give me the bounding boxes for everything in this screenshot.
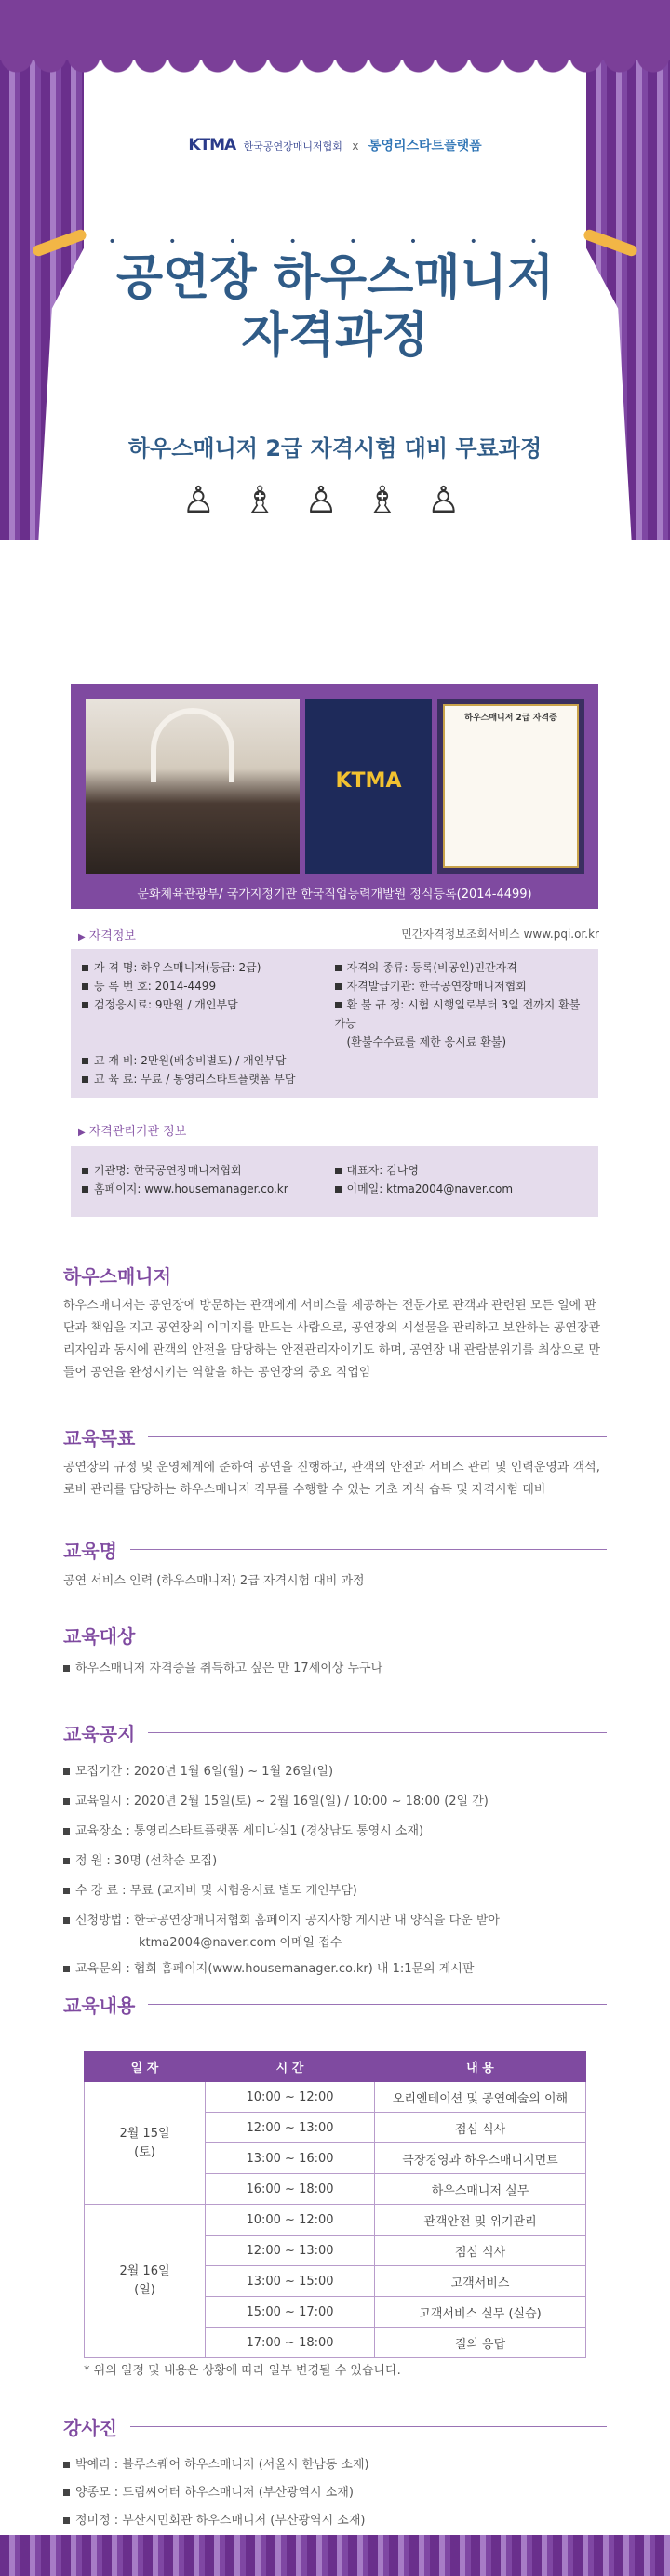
row-time: 17:00 ~ 18:00 bbox=[206, 2328, 375, 2358]
header-content: 내 용 bbox=[375, 2052, 586, 2082]
ktma-logo: KTMA bbox=[188, 136, 236, 154]
instructor-item: 정미정 : 부산시민회관 하우스매니저 (부산광역시 소재) bbox=[75, 2514, 366, 2528]
course-name-heading bbox=[63, 1536, 607, 1562]
row-content: 극장경영과 하우스매니지먼트 bbox=[375, 2143, 586, 2174]
goal-heading-text: 교육목표 bbox=[63, 1426, 136, 1449]
row-content: 질의 응답 bbox=[375, 2328, 586, 2358]
goal-heading bbox=[63, 1423, 607, 1449]
row-time: 13:00 ~ 16:00 bbox=[206, 2143, 375, 2174]
notice-apply-email[interactable]: ktma2004@naver.com 이메일 접수 bbox=[139, 1936, 342, 1950]
photo-box bbox=[71, 684, 598, 909]
header-date: 일 자 bbox=[85, 2052, 206, 2082]
qual-exam-fee: 검정응시료: 9만원 / 개인부담 bbox=[94, 998, 238, 1011]
notice-inquiry: 교육문의 : 협회 홈페이지(www.housemanager.co.kr) 내 1:1문의 게시판 bbox=[75, 1962, 475, 1976]
qualification-tag-label: 자격정보 bbox=[88, 929, 136, 943]
header-time: 시 간 bbox=[206, 2052, 375, 2082]
association-name: 한국공연장매니저협회 bbox=[243, 140, 342, 153]
notice-heading bbox=[63, 1719, 607, 1745]
hero-banner bbox=[0, 0, 670, 549]
notice-list bbox=[63, 1757, 607, 1984]
qual-reg-no: 등 록 번 호: 2014-4499 bbox=[94, 980, 217, 993]
notice-fee: 수 강 료 : 무료 (교재비 및 시험응시료 별도 개인부담) bbox=[75, 1884, 357, 1898]
agency-email-link[interactable]: 이메일: ktma2004@naver.com bbox=[346, 1182, 514, 1195]
notice-recruit-period: 모집기간 : 2020년 1월 6일(월) ~ 1월 26일(일) bbox=[75, 1765, 334, 1779]
day2-cell bbox=[85, 2205, 206, 2358]
day1-date: 2월 15일 bbox=[119, 2126, 170, 2141]
notice-heading-text: 교육공지 bbox=[63, 1722, 136, 1745]
target-text: 하우스매니저 자격증을 취득하고 싶은 만 17세이상 누구나 bbox=[75, 1662, 383, 1675]
page-title-line2: 자격과정 bbox=[241, 308, 429, 364]
row-time: 12:00 ~ 13:00 bbox=[206, 2236, 375, 2266]
qual-type: 자격의 종류: 등록(비공인)민간자격 bbox=[346, 961, 517, 974]
qualification-box bbox=[71, 949, 598, 1098]
title-dots: • • • • • • • • bbox=[108, 234, 562, 249]
row-time: 10:00 ~ 12:00 bbox=[206, 2205, 375, 2236]
row-content: 오리엔테이션 및 공연예술의 이해 bbox=[375, 2082, 586, 2113]
qual-refund-note: (환불수수료를 제한 응시료 환불) bbox=[346, 1035, 507, 1048]
notice-schedule: 교육일시 : 2020년 2월 15일(토) ~ 2월 16일(일) / 10:00 ~ 18:00 (2일 간) bbox=[75, 1795, 489, 1809]
row-time: 16:00 ~ 18:00 bbox=[206, 2174, 375, 2205]
schedule-table bbox=[84, 2051, 586, 2358]
page-title bbox=[0, 249, 670, 365]
target-heading-text: 교육대상 bbox=[63, 1624, 136, 1648]
valance-fringe bbox=[0, 56, 670, 73]
table-header-row bbox=[85, 2052, 586, 2082]
pqi-note: 민간자격정보조회서비스 www.pqi.or.kr bbox=[401, 928, 599, 941]
instructors-list bbox=[63, 2451, 607, 2535]
agency-tag bbox=[78, 1121, 186, 1139]
certificate-title: 하우스매니저 2급 자격증 bbox=[464, 714, 557, 723]
day2-weekday: (일) bbox=[134, 2283, 155, 2297]
qual-refund: 환 불 규 정: 시험 시행일로부터 3일 전까지 환불가능 bbox=[334, 998, 581, 1030]
staff-figures-icon: ♙♗♙♗♙ bbox=[181, 479, 489, 522]
logo-row bbox=[0, 136, 670, 154]
collab-x: x bbox=[352, 140, 359, 153]
schedule-heading-text: 교육내용 bbox=[63, 1994, 136, 2017]
schedule-note: * 위의 일정 및 내용은 상황에 따라 일부 변경될 수 있습니다. bbox=[84, 2364, 401, 2378]
row-time: 10:00 ~ 12:00 bbox=[206, 2082, 375, 2113]
curtain-valance bbox=[0, 0, 670, 60]
target-list bbox=[63, 1657, 607, 1681]
row-content: 점심 식사 bbox=[375, 2236, 586, 2266]
instructors-heading bbox=[63, 2413, 607, 2439]
page-title-line1: 공연장 하우스매니저 bbox=[115, 250, 555, 306]
agency-homepage-link[interactable]: 홈페이지: www.housemanager.co.kr bbox=[94, 1182, 288, 1195]
target-heading bbox=[63, 1622, 607, 1648]
agency-name: 기관명: 한국공연장매니저협회 bbox=[94, 1164, 242, 1177]
row-content: 고객서비스 실무 (실습) bbox=[375, 2297, 586, 2328]
lecture-photo bbox=[86, 699, 300, 874]
table-row bbox=[85, 2082, 586, 2113]
row-content: 하우스매니저 실무 bbox=[375, 2174, 586, 2205]
schedule-heading bbox=[63, 1991, 607, 2017]
row-content: 점심 식사 bbox=[375, 2113, 586, 2143]
goal-text: 공연장의 규정 및 운영체계에 준하여 공연을 진행하고, 관객의 안전과 서비스 관리 및 인력운영과 객석, 로비 관리를 담당하는 하우스매니저 직무를 수행할 수 있는 기초 지식 습득 및 자격시험 대비 bbox=[63, 1461, 600, 1497]
ktma-cover-photo bbox=[305, 699, 432, 874]
course-name-heading-text: 교육명 bbox=[63, 1539, 117, 1562]
table-row bbox=[85, 2205, 586, 2236]
instructor-item: 양종모 : 드림씨어터 하우스매니저 (부산광역시 소재) bbox=[75, 2486, 354, 2500]
notice-apply-method: 신청방법 : 한국공연장매니저협회 홈페이지 공지사항 게시판 내 양식을 다운 받아 bbox=[75, 1914, 500, 1928]
qual-tuition: 교 육 료: 무료 / 통영리스타트플랫폼 부담 bbox=[94, 1073, 296, 1086]
instructor-item: 박예리 : 블루스퀘어 하우스매니저 (서울시 한남동 소재) bbox=[75, 2458, 369, 2472]
house-manager-heading bbox=[63, 1261, 607, 1288]
certificate bbox=[443, 704, 579, 868]
row-content: 관객안전 및 위기관리 bbox=[375, 2205, 586, 2236]
qualification-tag bbox=[78, 926, 136, 943]
agency-box bbox=[71, 1146, 598, 1217]
qual-book-fee: 교 재 비: 2만원(배송비별도) / 개인부담 bbox=[94, 1054, 287, 1067]
page-subtitle: 하우스매니저 2급 자격시험 대비 무료과정 bbox=[127, 435, 543, 461]
course-name-text: 공연 서비스 인력 (하우스매니저) 2급 자격시험 대비 과정 bbox=[63, 1574, 365, 1588]
day1-cell bbox=[85, 2082, 206, 2205]
footer-curtain bbox=[0, 2535, 670, 2576]
instructors-heading-text: 강사진 bbox=[63, 2416, 117, 2439]
house-manager-heading-text: 하우스매니저 bbox=[63, 1264, 171, 1288]
agency-tag-label: 자격관리기관 정보 bbox=[88, 1125, 187, 1139]
agency-ceo: 대표자: 김나영 bbox=[346, 1164, 419, 1177]
photo-caption: 문화체육관광부/ 국가지정기관 한국직업능력개발원 정식등록(2014-4499) bbox=[137, 888, 532, 901]
certificate-photo bbox=[437, 699, 584, 874]
notice-capacity: 정 원 : 30명 (선착순 모집) bbox=[75, 1854, 218, 1868]
row-content: 고객서비스 bbox=[375, 2266, 586, 2297]
notice-location: 교육장소 : 통영리스타트플랫폼 세미나실1 (경상남도 통영시 소재) bbox=[75, 1824, 424, 1838]
house-manager-text: 하우스매니저는 공연장에 방문하는 관객에게 서비스를 제공하는 전문가로 관객과 관련된 모든 일에 판단과 책임을 지고 공연장의 이미지를 만드는 사람으로, 공연장의 시설물을 관리하고 보완하는 공연장관리자임과 동시에 관객의 안전을 담당하는 안전관리자이기도 하며, 공연장 내 관람분위기를 최상으로 만들어 공연을 완성시키는 역할을 하는 공연장의 중요 직업임 bbox=[63, 1299, 601, 1380]
day2-date: 2월 16일 bbox=[119, 2264, 170, 2278]
row-time: 12:00 ~ 13:00 bbox=[206, 2113, 375, 2143]
qual-name: 자 격 명: 하우스매니저(등급: 2급) bbox=[94, 961, 261, 974]
row-time: 13:00 ~ 15:00 bbox=[206, 2266, 375, 2297]
triangle-icon: ▶ bbox=[78, 1128, 86, 1138]
qual-issuer: 자격발급기관: 한국공연장매니저협회 bbox=[346, 980, 527, 993]
partner-logo: 통영리스타트플랫폼 bbox=[368, 139, 482, 153]
triangle-icon: ▶ bbox=[78, 932, 86, 942]
ktma-cover-logo: KTMA bbox=[335, 769, 402, 793]
row-time: 15:00 ~ 17:00 bbox=[206, 2297, 375, 2328]
day1-weekday: (토) bbox=[134, 2144, 155, 2159]
